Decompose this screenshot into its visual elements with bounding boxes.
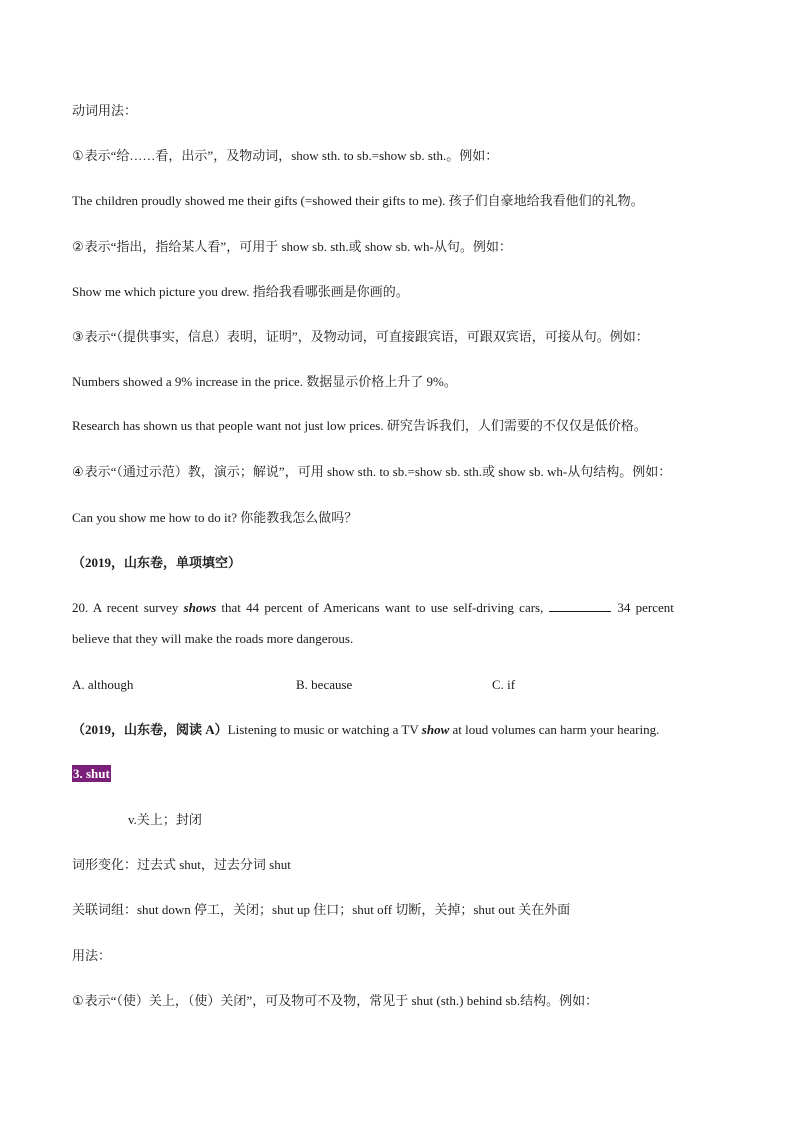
shut-meaning: v.关上；封闭 <box>128 812 202 827</box>
source-label-1: （2019，山东卷，单项填空） <box>72 555 242 570</box>
item-number: ④ <box>72 464 84 479</box>
example-3a: Numbers showed a 9% increase in the price. 数据显示价格上升了 9%。 <box>72 374 457 389</box>
item-number: ① <box>72 993 84 1008</box>
usage-item-4 <box>72 464 671 480</box>
word-forms: 词形变化：过去式 shut，过去分词 shut <box>72 857 291 872</box>
example-4: Can you show me how to do it? 你能教我怎么做吗？ <box>72 510 358 525</box>
keyword: show <box>421 722 450 737</box>
question-text: 20. A recent survey <box>72 600 179 615</box>
sentence-text: Listening to music or watching a TV <box>227 722 419 737</box>
item-number: ① <box>72 148 84 163</box>
option-c[interactable]: C. if <box>492 677 516 692</box>
question-20-line-2: believe that they will make the roads more dangerous. <box>72 631 354 646</box>
section-heading-shut <box>72 766 111 782</box>
answer-options <box>72 677 722 693</box>
item-number: ③ <box>72 329 84 344</box>
question-20-line-1 <box>72 600 674 616</box>
usage-item-2 <box>72 239 512 255</box>
usage-label: 用法： <box>72 948 112 963</box>
answer-blank[interactable] <box>549 600 611 612</box>
sentence-text: at loud volumes can harm your hearing. <box>452 722 660 737</box>
usage-text: 表示“指出，指给某人看”，可用于 show sb. sth.或 show sb. wh-从句。例如： <box>84 239 512 254</box>
option-b[interactable]: B. because <box>296 677 353 692</box>
section-heading-label: 3. shut <box>73 766 110 781</box>
keyword: shows <box>183 600 217 615</box>
question-text: 34 percent <box>617 600 674 615</box>
usage-text: 表示“给……看，出示”，及物动词，show sth. to sb.=show sb. sth.。例如： <box>84 148 499 163</box>
usage-item-3 <box>72 329 649 345</box>
shut-usage-item-1 <box>72 993 598 1009</box>
usage-text: 表示“（通过示范）教，演示；解说”，可用 show sth. to sb.=show sb. sth.或 show sb. wh-从句结构。例如： <box>84 464 672 479</box>
usage-text: 表示“（使）关上，（使）关闭”，可及物可不及物，常见于 shut (sth.) behind sb.结构。例如： <box>84 993 599 1008</box>
question-text: that 44 percent of Americans want to use self-driving cars, <box>221 600 544 615</box>
source-label-2: （2019，山东卷，阅读 A） <box>72 722 228 737</box>
item-number: ② <box>72 239 84 254</box>
usage-text: 表示“（提供事实，信息）表明，证明”，及物动词，可直接跟宾语，可跟双宾语，可接从句。例如： <box>84 329 649 344</box>
source-line-2 <box>72 722 659 738</box>
verb-usage-label: 动词用法： <box>72 103 138 118</box>
example-2: Show me which picture you drew. 指给我看哪张画是你画的。 <box>72 284 409 299</box>
example-1: The children proudly showed me their gifts (=showed their gifts to me). 孩子们自豪地给我看他们的礼物。 <box>72 193 644 208</box>
related-phrases: 关联词组：shut down 停工，关闭；shut up 住口；shut off 切断，关掉；shut out 关在外面 <box>72 902 571 917</box>
option-a[interactable]: A. although <box>72 677 134 692</box>
usage-item-1 <box>72 148 498 164</box>
example-3b: Research has shown us that people want not just low prices. 研究告诉我们，人们需要的不仅仅是低价格。 <box>72 418 647 433</box>
